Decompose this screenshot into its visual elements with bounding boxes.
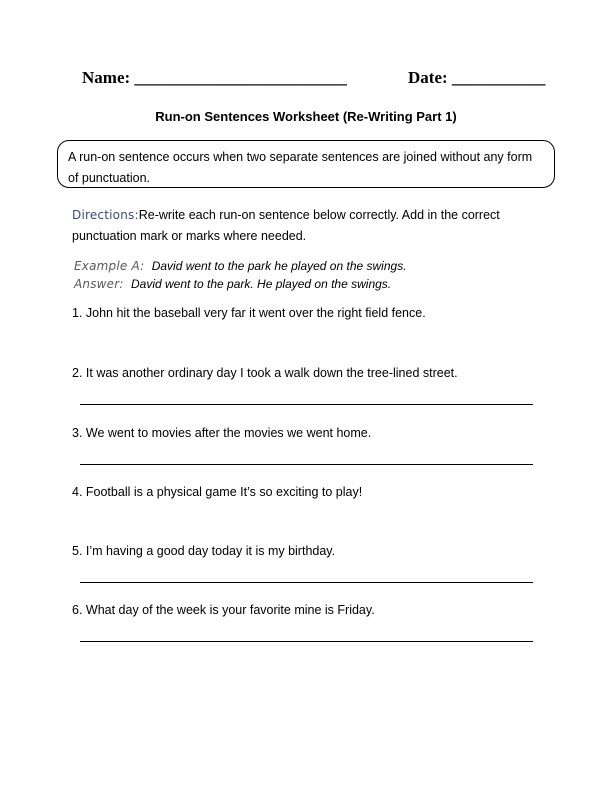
question-5: 5. I’m having a good day today it is my birthday. (72, 544, 336, 558)
date-field: Date: ___________ (408, 68, 546, 87)
question-1: 1. John hit the baseball very far it went over the right field fence. (72, 306, 426, 320)
name-field: Name: _________________________ (82, 68, 347, 87)
example-text: David went to the park he played on the swings. (151, 259, 407, 273)
header-row (82, 68, 546, 94)
question-6: 6. What day of the week is your favorite mine is Friday. (72, 603, 375, 617)
answer-line-example (74, 275, 391, 293)
definition-text: A run-on sentence occurs when two separate sentences are joined without any form of punctuation. (68, 150, 533, 185)
question-4: 4. Football is a physical game It’s so exciting to play! (72, 485, 363, 499)
answer-line-5[interactable] (80, 582, 533, 583)
question-2: 2. It was another ordinary day I took a walk down the tree-lined street. (72, 366, 458, 380)
answer-line-2[interactable] (80, 404, 533, 405)
directions (72, 205, 542, 247)
worksheet-title: Run-on Sentences Worksheet (Re-Writing Part 1) (155, 109, 457, 124)
answer-line-6[interactable] (80, 641, 533, 642)
directions-label: Directions: (72, 208, 139, 222)
example-line (74, 257, 407, 275)
question-3: 3. We went to movies after the movies we went home. (72, 426, 372, 440)
directions-text: Re-write each run-on sentence below correctly. Add in the correct punctuation mark or marks where needed. (72, 208, 500, 243)
definition-box (57, 140, 555, 188)
example-label: Example A: (74, 259, 145, 273)
answer-line-3[interactable] (80, 464, 533, 465)
answer-text: David went to the park. He played on the swings. (130, 277, 392, 291)
answer-label: Answer: (74, 277, 124, 291)
